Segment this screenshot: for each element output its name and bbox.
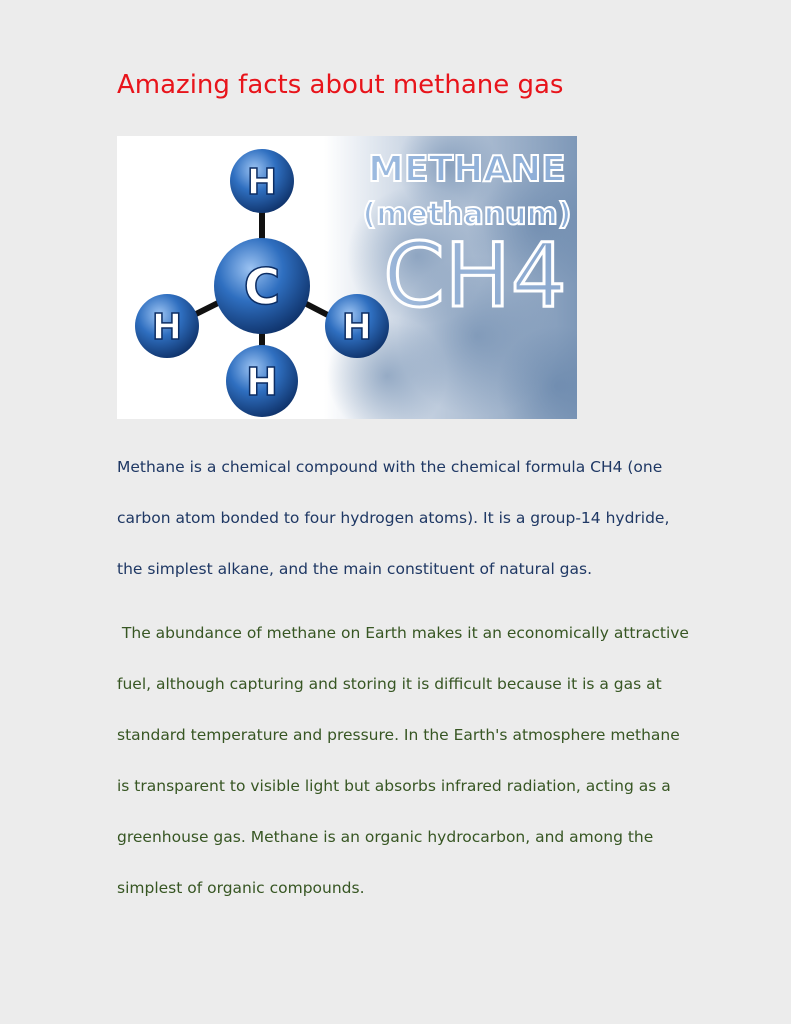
methanum-label: (methanum) xyxy=(362,197,572,232)
svg-text:C: C xyxy=(243,258,281,316)
paragraph-line: Methane is a chemical compound with the chemical formula CH4 (one xyxy=(117,458,663,476)
carbon-atom xyxy=(214,238,310,334)
hydrogen-atom-left xyxy=(135,294,199,358)
paragraph-line: the simplest alkane, and the main constituent of natural gas. xyxy=(117,560,593,578)
svg-text:H: H xyxy=(151,307,183,348)
ch4-formula-label: CH4 xyxy=(383,224,567,327)
paragraph-line: greenhouse gas. Methane is an organic hydrocarbon, and among the xyxy=(117,828,654,846)
paragraph-line: The abundance of methane on Earth makes it an economically attractive xyxy=(117,624,689,642)
hydrogen-atom-right xyxy=(325,294,389,358)
paragraph-line: simplest of organic compounds. xyxy=(117,879,365,897)
page-title: Amazing facts about methane gas xyxy=(117,70,564,100)
hydrogen-atom-bottom xyxy=(226,345,298,417)
paragraph-abundance xyxy=(117,608,687,914)
svg-text:H: H xyxy=(341,307,373,348)
svg-text:H: H xyxy=(246,162,278,203)
paragraph-line: standard temperature and pressure. In the Earth's atmosphere methane xyxy=(117,726,680,744)
methane-label: METHANE xyxy=(368,149,566,190)
svg-text:H: H xyxy=(246,360,278,404)
paragraph-line: carbon atom bonded to four hydrogen atoms). It is a group-14 hydride, xyxy=(117,509,670,527)
methane-molecule-figure xyxy=(117,136,577,419)
methane-illustration xyxy=(117,136,577,419)
hydrogen-atom-top xyxy=(230,149,294,213)
paragraph-line: is transparent to visible light but absorbs infrared radiation, acting as a xyxy=(117,777,671,795)
paragraph-intro xyxy=(117,442,687,595)
paragraph-line: fuel, although capturing and storing it is difficult because it is a gas at xyxy=(117,675,662,693)
